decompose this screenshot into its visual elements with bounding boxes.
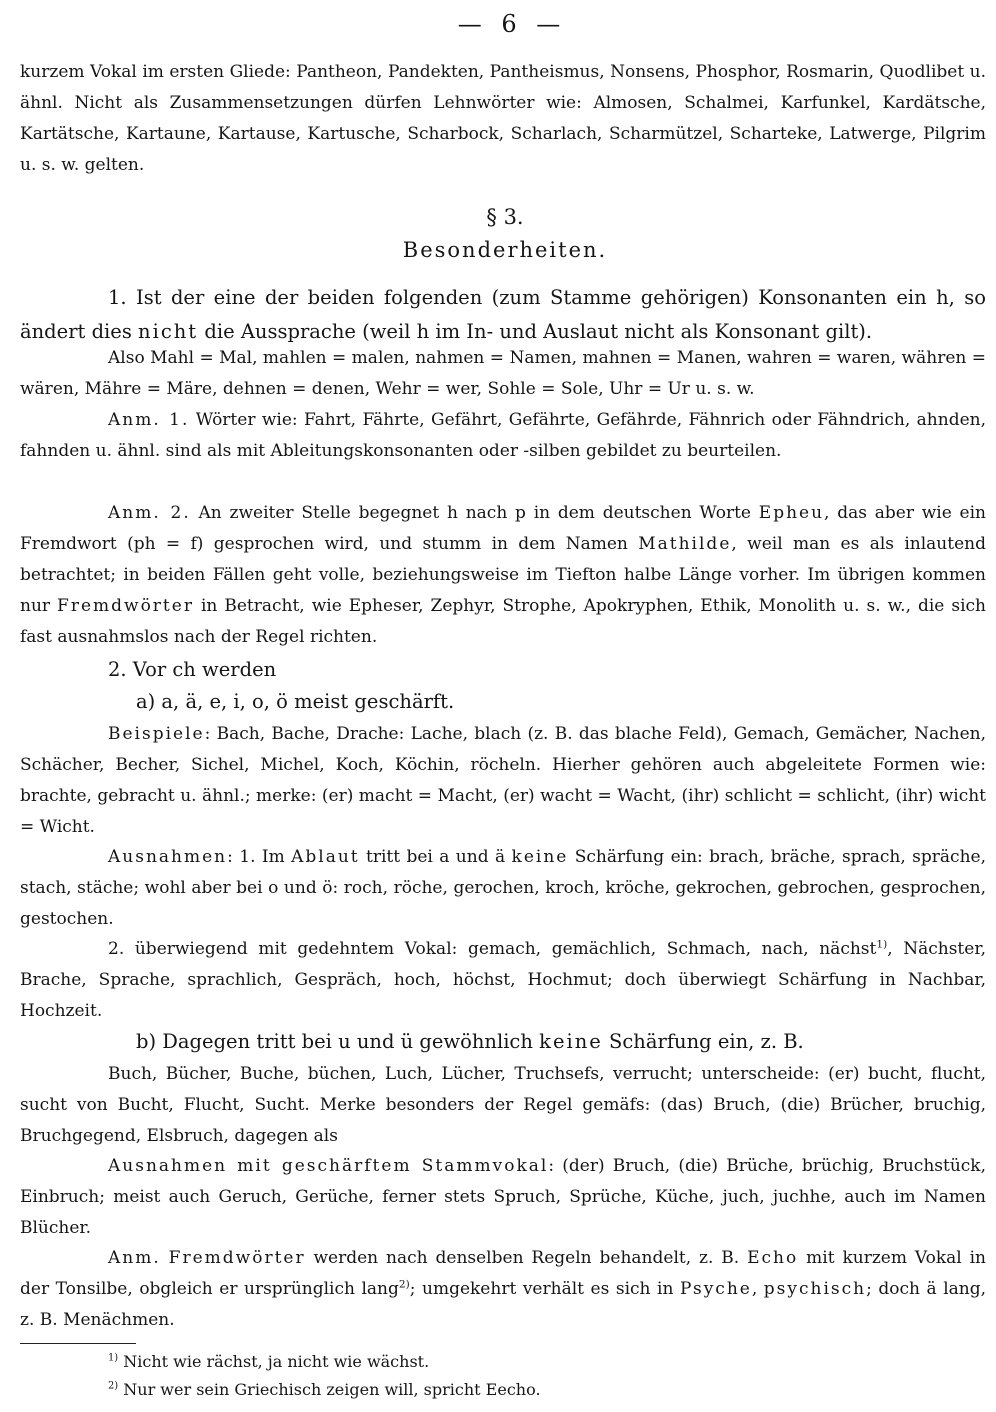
page-number: — 6 — xyxy=(457,10,567,38)
section-number: § 3. xyxy=(486,205,524,229)
footnote-2: $^{2)}$ Nur wer sein Griechisch zeigen will, spricht Eecho. xyxy=(108,1380,541,1399)
buch-examples: Buch, Bücher, Buche, büchen, Luch, Lücher, Truchsefs, verrucht; unterscheide: (er) bucht, flucht, sucht von Bucht, Flucht, Sucht. Merke besonders der Regel gemäfs: (das) Bruch, (die) Brücher, bruchig, Bruchgegend, Elsbruch, dagegen als xyxy=(20,1064,986,1146)
footnote-ref-1: 1) xyxy=(876,938,888,951)
ausnahmen-2: 2. überwiegend mit gedehntem Vokal: gemach, gemächlich, Schmach, nach, nächst$^{1)}$, Nächster, Brache, Sprache, sprachlich, Gespräch, hoch, höchst, Hochmut; doch überwiegt Schärfung in Nachbar, Hochzeit. xyxy=(20,938,986,1021)
rule-2b: b) Dagegen tritt bei u und ü gewöhnlich keine Schärfung ein, z. B. xyxy=(136,1030,804,1053)
anm-1: Anm. 1. Wörter wie: Fahrt, Fährte, Gefährt, Gefährte, Gefährde, Fähnrich oder Fähndrich, ahnden, fahnden u. ähnl. sind als mit Ableitungskonsonanten oder -silben gebildet zu beurteilen. xyxy=(20,410,986,461)
footnote-1: $^{1)}$ Nicht wie rächst, ja nicht wie wächst. xyxy=(108,1352,430,1371)
rule-1: 1. Ist der eine der beiden folgenden (zum Stamme gehörigen) Konsonanten ein h, so ändert dies nicht die Aussprache (weil h im In- und Auslaut nicht als Konsonant gilt). xyxy=(20,286,986,343)
footnote-ref-2: 2) xyxy=(398,1278,410,1291)
intro-paragraph: kurzem Vokal im ersten Gliede: Pantheon, Pandekten, Pantheismus, Nonsens, Phosphor, Rosmarin, Quodlibet u. ähnl. Nicht als Zusammensetzungen dürfen Lehnwörter wie: Almosen, Schalmei, Karfunkel, Kardätsche, Kartätsche, Kartaune, Kartause, Kartusche, Scharbock, Scharlach, Scharmützel, Scharteke, Latwerge, Pilgrim u. s. w. gelten. xyxy=(20,62,986,175)
anm-3: Anm. Fremdwörter werden nach denselben Regeln behandelt, z. B. Echo mit kurzem Vokal in der Tonsilbe, obgleich er ursprünglich lang$^{2)}$; umgekehrt verhält es sich in Psyche, psychisch; doch ä lang, z. B. Menächmen. xyxy=(20,1248,987,1330)
anm-2: Anm. 2. An zweiter Stelle begegnet h nach p in dem deutschen Worte Epheu, das aber wie ein Fremdwort (ph = f) gesprochen wird, und stumm in dem Namen Mathilde, weil man es als inlautend betrachtet; in beiden Fällen geht volle, beziehungsweise im Tiefton halbe Länge vorher. Im übrigen kommen nur Fremdwörter in Betracht, wie Epheser, Zephyr, Strophe, Apokryphen, Ethik, Monolith u. s. w., die sich fast ausnahmslos nach der Regel richten. xyxy=(20,503,986,647)
footnote-divider xyxy=(20,1343,136,1344)
ausnahmen-3: Ausnahmen mit geschärftem Stammvokal: (der) Bruch, (die) Brüche, brüchig, Bruchstück, Einbruch; meist auch Geruch, Gerüche, ferner stets Spruch, Sprüche, Küche, juch, juchhe, auch im Namen Blücher. xyxy=(20,1156,986,1238)
examples-1: Also Mahl = Mal, mahlen = malen, nahmen = Namen, mahnen = Manen, wahren = waren, währen = wären, Mähre = Märe, dehnen = denen, Wehr = wer, Sohle = Sole, Uhr = Ur u. s. w. xyxy=(20,348,986,399)
beispiele: Beispiele: Bach, Bache, Drache: Lache, blach (z. B. das blache Feld), Gemach, Gemächer, Nachen, Schächer, Becher, Sichel, Michel, Koch, Köchin, röcheln. Hierher gehören auch abgeleitete Formen wie: brachte, gebracht u. ähnl.; merke: (er) macht = Macht, (er) wacht = Wacht, (ihr) schlicht = schlicht, (ihr) wicht = Wicht. xyxy=(20,724,986,837)
section-title: Besonderheiten. xyxy=(402,238,608,262)
rule-2a: a) a, ä, e, i, o, ö meist geschärft. xyxy=(136,690,455,713)
ausnahmen-1: Ausnahmen: 1. Im Ablaut tritt bei a und ä keine Schärfung ein: brach, bräche, sprach, spräche, stach, stäche; wohl aber bei o und ö: roch, röche, gerochen, kroch, kröche, gekrochen, gebrochen, gesprochen, gestochen. xyxy=(20,847,986,929)
rule-2: 2. Vor ch werden xyxy=(108,658,277,681)
